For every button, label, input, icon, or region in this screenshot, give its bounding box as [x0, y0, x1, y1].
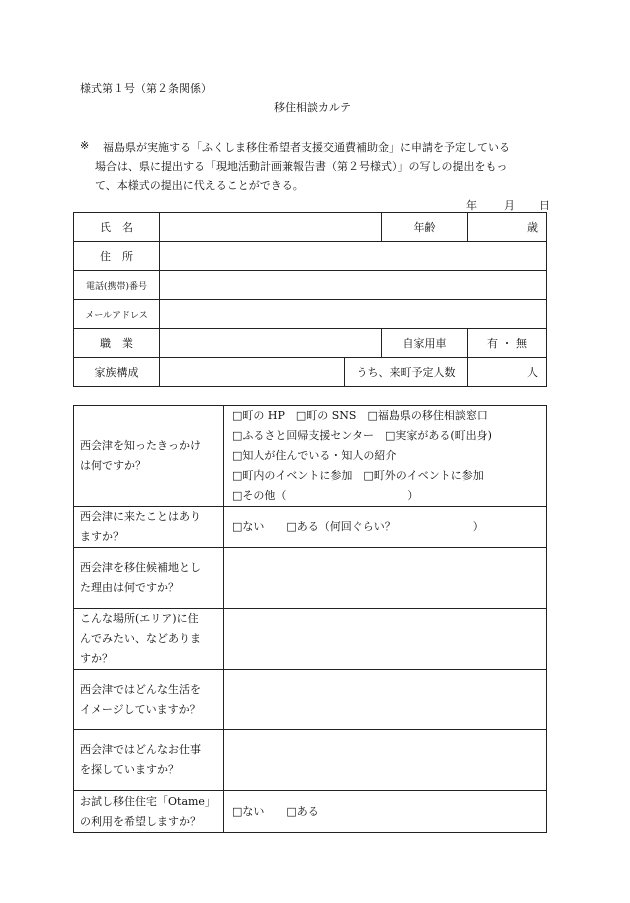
row-name [74, 213, 547, 242]
q7-option-row[interactable]: □ない □ある [232, 804, 319, 818]
q6-line-1: 西会津ではどんなお仕事 [80, 743, 201, 756]
q5-line-1: 西会津ではどんな生活を [80, 682, 201, 696]
row-email [74, 300, 547, 329]
family-field[interactable] [160, 358, 345, 387]
q1-option-row[interactable]: □知人が住んでいる・知人の紹介 [232, 449, 397, 462]
q4-line-3: すか？ [80, 652, 113, 665]
q7-label [74, 791, 224, 833]
survey-table [73, 405, 547, 833]
moving-count-field[interactable] [468, 358, 547, 387]
age-unit: 歳 [527, 221, 538, 234]
row-address [74, 242, 547, 271]
survey-row-5 [74, 670, 547, 730]
q4-line-2: んでみたい、などありま [80, 632, 201, 645]
car-label: 自家用車 [382, 329, 468, 358]
q3-line-2: た理由は何ですか？ [80, 581, 179, 594]
q1-option-row[interactable]: □町内のイベントに参加 □町外のイベントに参加 [232, 469, 484, 482]
q7-line-2: の利用を希望しますか？ [80, 814, 201, 828]
date-day: 日 [539, 199, 550, 212]
q2-label [74, 507, 224, 548]
note-line-2: 場合は、県に提出する「現地活動計画兼報告書（第２号様式）」の写しの提出をもっ [95, 160, 508, 173]
survey-row-4 [74, 609, 547, 670]
q4-line-1: こんな場所(エリア)に住 [80, 612, 199, 625]
address-field[interactable] [160, 242, 547, 271]
phone-label: 電話(携帯)番号 [74, 271, 160, 300]
moving-unit: 人 [527, 366, 538, 379]
note-line-3: て、本様式の提出に代えることができる。 [95, 179, 304, 192]
q1-options[interactable] [224, 406, 547, 507]
form-number: 様式第１号（第２条関係） [80, 82, 212, 95]
row-phone [74, 271, 547, 300]
row-job [74, 329, 547, 358]
name-label: 氏 名 [74, 213, 160, 242]
car-choice[interactable]: 有 ・ 無 [468, 329, 547, 358]
survey-row-6 [74, 730, 547, 791]
age-field[interactable] [468, 213, 547, 242]
q1-line-1: 西会津を知ったきっかけ [80, 439, 201, 452]
note-mark: ※ [80, 139, 90, 152]
q6-label [74, 730, 224, 791]
name-field[interactable] [160, 213, 382, 242]
q7-line-1: お試し移住住宅「Otame」 [80, 794, 216, 808]
q3-answer-field[interactable] [224, 548, 547, 609]
q2-line-1: 西会津に来たことはあり [80, 510, 201, 523]
q2-option-row[interactable]: □ない □ある（何回ぐらい？ ） [232, 520, 484, 533]
q1-option-row[interactable]: □町の HP □町の SNS □福島県の移住相談窓口 [232, 409, 488, 422]
q1-option-row[interactable]: □その他（ ） [232, 489, 419, 502]
age-label: 年齢 [382, 213, 468, 242]
q3-label [74, 548, 224, 609]
q5-line-2: イメージしていますか？ [80, 702, 201, 716]
page-title: 移住相談カルテ [274, 101, 351, 114]
email-field[interactable] [160, 300, 547, 329]
note-line-1: 福島県が実施する「ふくしま移住希望者支援交通費補助金」に申請を予定している [103, 141, 510, 154]
q5-label [74, 670, 224, 730]
q6-answer-field[interactable] [224, 730, 547, 791]
applicant-table [73, 212, 547, 387]
email-label: メールアドレス [74, 300, 160, 329]
q5-answer-field[interactable] [224, 670, 547, 730]
survey-row-3 [74, 548, 547, 609]
job-label: 職 業 [74, 329, 160, 358]
moving-label: うち、来町予定人数 [345, 358, 468, 387]
q4-answer-field[interactable] [224, 609, 547, 670]
q2-line-2: ますか？ [80, 530, 124, 543]
survey-row-7 [74, 791, 547, 833]
q3-line-1: 西会津を移住候補地とし [80, 561, 201, 574]
date-year: 年 [466, 199, 477, 212]
q2-options[interactable] [224, 507, 547, 548]
date-month: 月 [504, 199, 515, 212]
family-label: 家族構成 [74, 358, 160, 387]
job-field[interactable] [160, 329, 382, 358]
survey-row-1 [74, 406, 547, 507]
q6-line-2: を探していますか？ [80, 763, 179, 776]
address-label: 住 所 [74, 242, 160, 271]
row-family [74, 358, 547, 387]
q1-label [74, 406, 224, 507]
q4-label [74, 609, 224, 670]
survey-row-2 [74, 507, 547, 548]
q1-line-2: は何ですか？ [80, 459, 146, 472]
q1-option-row[interactable]: □ふるさと回帰支援センター □実家がある(町出身) [232, 429, 492, 442]
q7-options[interactable] [224, 791, 547, 833]
phone-field[interactable] [160, 271, 547, 300]
